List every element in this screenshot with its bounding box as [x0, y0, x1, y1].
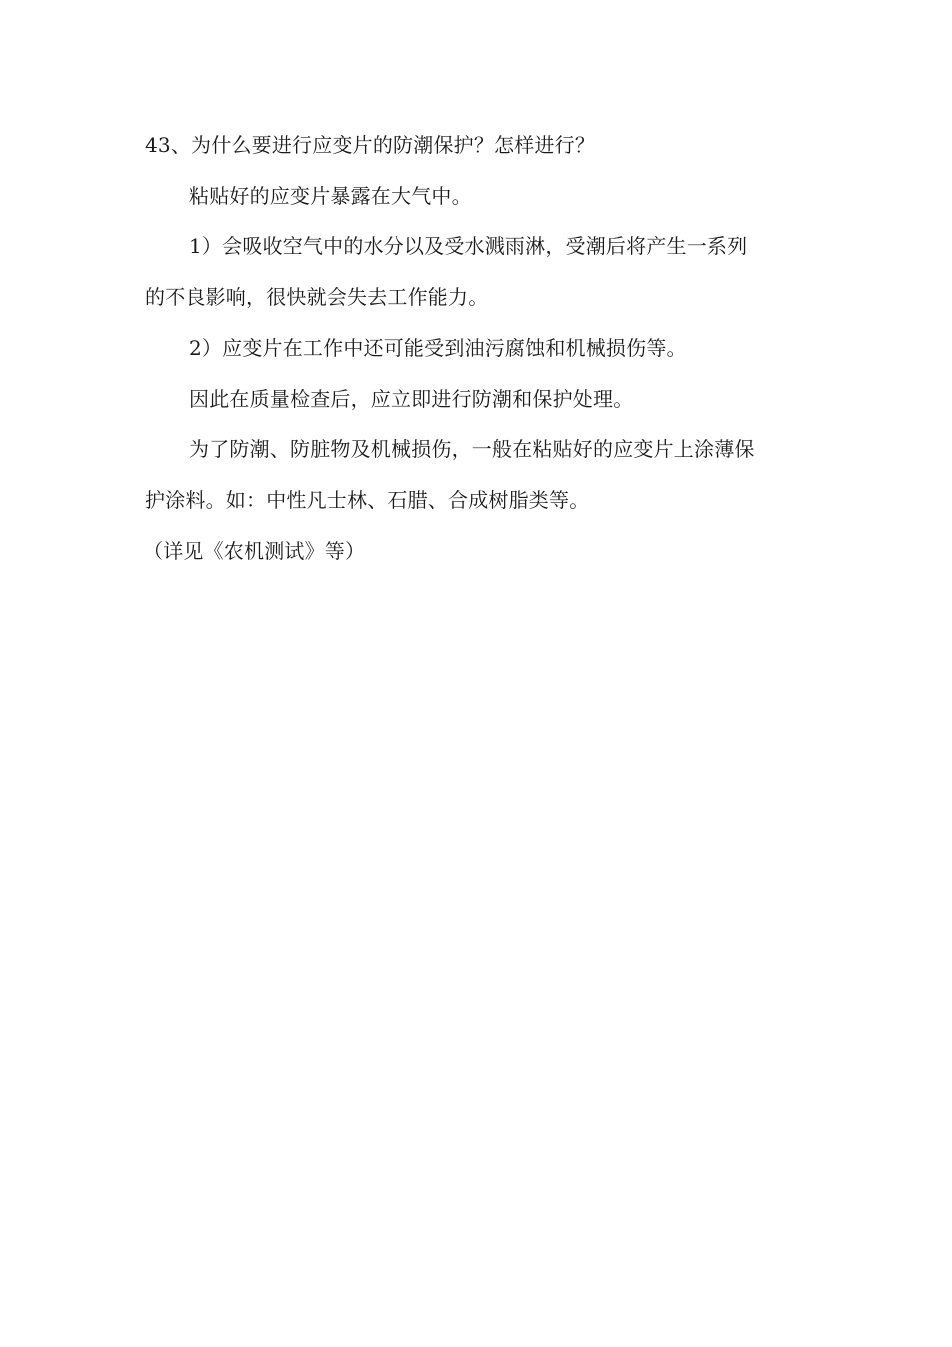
- paragraph-conclusion: 因此在质量检查后，应立即进行防潮和保护处理。: [189, 386, 634, 411]
- paragraph-point-2: 2）应变片在工作中还可能受到油污腐蚀和机械损伤等。: [189, 335, 687, 360]
- reference-note: （详见《农机测试》等）: [143, 538, 366, 563]
- paragraph-method-continued: 护涂料。如：中性凡士林、石腊、合成树脂类等。: [145, 487, 590, 512]
- question-heading: 43、为什么要进行应变片的防潮保护？怎样进行？: [145, 133, 596, 157]
- paragraph-point-1: 1）会吸收空气中的水分以及受水溅雨淋，受潮后将产生一系列: [189, 234, 748, 259]
- paragraph-exposure: 粘贴好的应变片暴露在大气中。: [189, 183, 472, 208]
- document-body: [145, 120, 815, 576]
- paragraph-point-1-continued: 的不良影响，很快就会失去工作能力。: [145, 285, 489, 310]
- paragraph-method: 为了防潮、防脏物及机械损伤，一般在粘贴好的应变片上涂薄保: [189, 437, 755, 462]
